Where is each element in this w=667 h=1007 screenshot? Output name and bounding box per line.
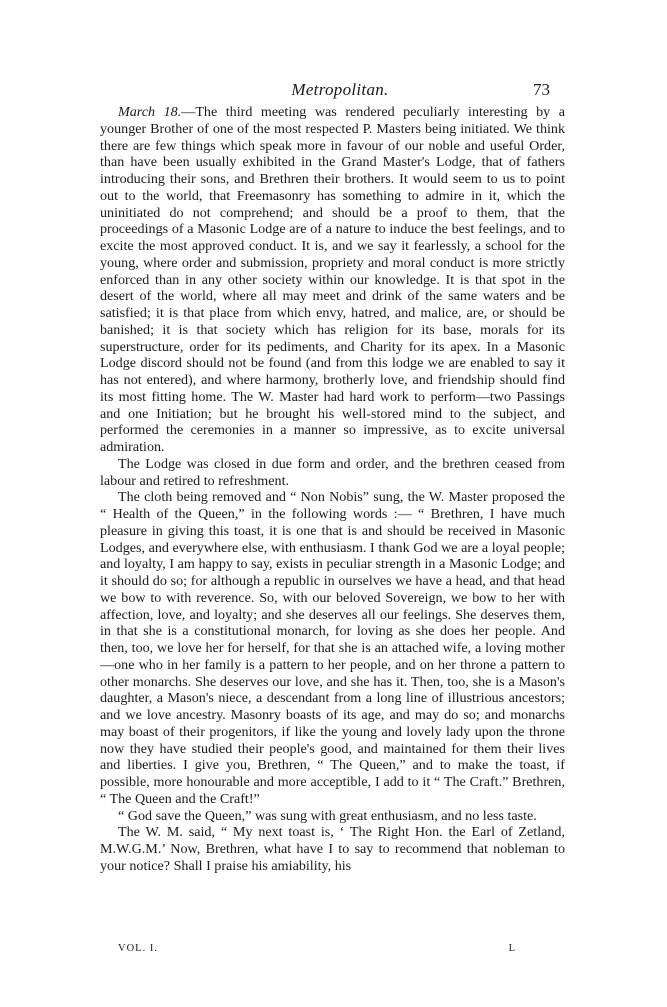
paragraph bbox=[100, 824, 565, 874]
paragraph bbox=[100, 456, 565, 490]
date-label: March 18. bbox=[118, 104, 182, 120]
paragraph bbox=[100, 808, 565, 825]
signature-mark: L bbox=[508, 943, 516, 954]
paragraph-text: The cloth being removed and “ Non Nobis” sung, the W. Master proposed the “ Health of the Queen,” in the following words :— “ Brethren, I have much pleasure in giving this toast, it is one that is and should be received in Masonic Lodges, and everywhere else, with enthusiasm. I thank God we are a loyal people; and loyalty, I am happy to say, exists in peculiar strength in a Masonic Lodge; and it should do so; for although a republic in ourselves we have a head, and that head we bow to with reverence. So, with our beloved Sovereign, we bow to her with affection, love, and loyalty; and she deserves all our feelings. She deserves them, in that she is a constitutional monarch, for loving as she does her people. And then, too, we love her for herself, for that she is an attached wife, a loving mother—one who in her family is a pattern to her people, and on her throne a pattern to other monarchs. She deserves our love, and she has it. Then, too, she is a Mason's daughter, a Mason's niece, a descendant from a long line of illustrious ancestors; and we love ancestry. Masonry boasts of its age, and may do so; and monarchs may boast of their progenitors, if like the young and lovely lady upon the throne now they have studied their people's good, and maintained for them their lives and liberties. I give you, Brethren, “ The Queen,” and to make the toast, if possible, more honourable and more acceptible, I add to it “ The Craft.” Brethren, “ The Queen and the Craft!” bbox=[100, 489, 565, 807]
paragraph bbox=[100, 104, 565, 456]
paragraph-text: —The third meeting was rendered peculiarly interesting by a younger Brother of one of the most respected P. Masters being initiated. We think there are few things which speak more in favour of our noble and useful Order, than have been usually exhibited in the Grand Master's Lodge, that of fathers introducing their sons, and Brethren their brothers. It would seem to us to point out to the world, that Freemasonry has something to admire in it, which the uninitiated do not comprehend; and should be a proof to them, that the proceedings of a Masonic Lodge are of a nature to induce the best feelings, and to excite the most approved conduct. It is, and we say it fearlessly, a school for the young, where order and submission, propriety and moral conduct is more strictly enforced than in any other society within our knowledge. It is that spot in the desert of the world, where all may meet and drink of the same waters and be satisfied; it is that place from which envy, hatred, and malice, are, or should be banished; it is that society which has religion for its base, morals for its superstructure, order for its pediments, and Charity for its apex. In a Masonic Lodge discord should not be found (and from this lodge we are enabled to say it has not entered), and where harmony, brotherly love, and friendship should find its most fitting home. The W. Master had hard work to perform—two Passings and one Initiation; but he brought his well-stored mind to the subject, and performed the ceremonies in a manner so impressive, as to excite universal admiration. bbox=[100, 104, 565, 455]
body-text bbox=[100, 104, 565, 875]
volume-label: VOL. I. bbox=[118, 943, 158, 954]
running-head bbox=[100, 80, 580, 102]
paragraph-text: The W. M. said, “ My next toast is, ‘ The Right Hon. the Earl of Zetland, M.W.G.M.’ Now, Brethren, what have I to say to recommend that nobleman to your notice? Shall I praise his amiability, his bbox=[100, 824, 565, 874]
page-number: 73 bbox=[533, 80, 550, 99]
paragraph-text: “ God save the Queen,” was sung with great enthusiasm, and no less taste. bbox=[118, 807, 537, 824]
running-title: Metropolitan. bbox=[291, 80, 389, 99]
paragraph bbox=[100, 489, 565, 807]
paragraph-text: The Lodge was closed in due form and order, and the brethren ceased from labour and retired to refreshment. bbox=[100, 455, 565, 489]
